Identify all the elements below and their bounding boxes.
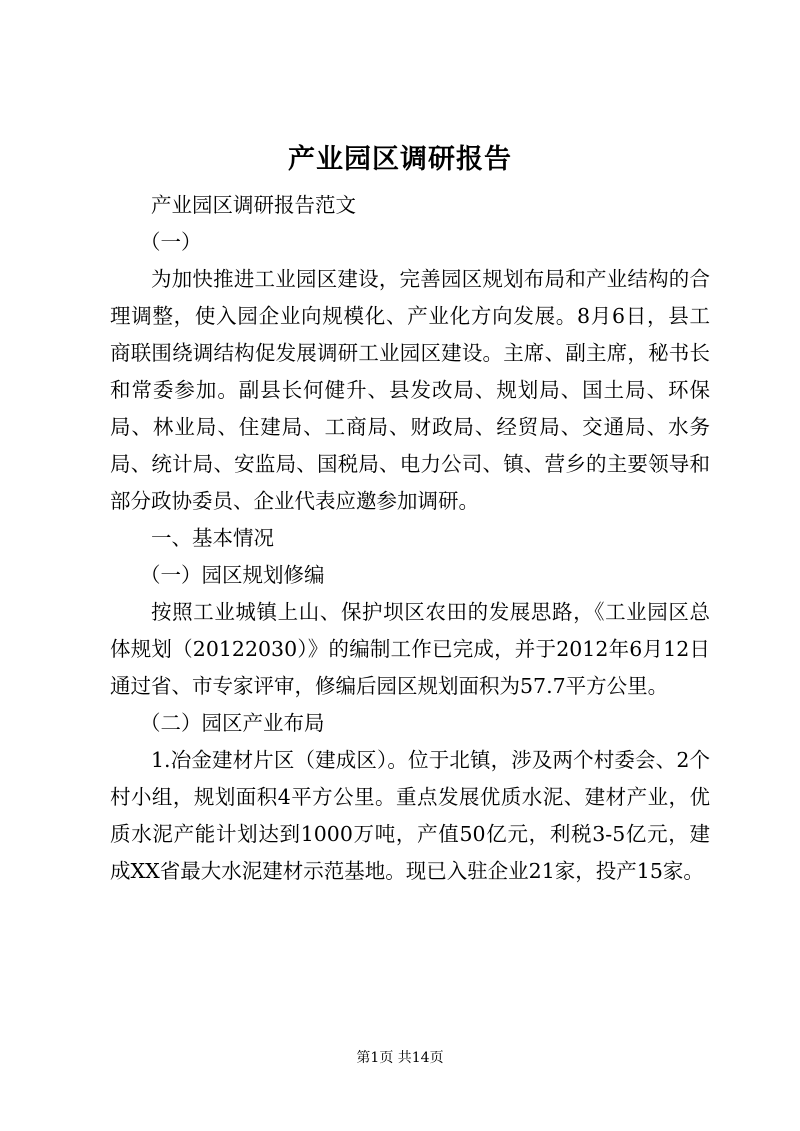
heading-park-planning: （一）园区规划修编	[140, 563, 325, 587]
paragraph-section-marker: （一）	[140, 230, 202, 254]
paragraph-intro: 为加快推进工业园区建设，完善园区规划布局和产业结构的合理调整，使入园企业向规模化、产业化方向发展。8月6日，县工商联围绕调结构促发展调研工业园区建设。主席、副主席，秘书长和常委参加。副县长何健升、县发改局、规划局、国土局、环保局、林业局、住建局、工商局、财政局、经贸局、交通局、水务局、统计局、安监局、国税局、电力公司、镇、营乡的主要领导和部分政协委员、企业代表应邀参加调研。	[110, 267, 710, 513]
paragraph-industry-layout: 1.冶金建材片区（建成区）。位于北镇，涉及两个村委会、2个村小组，规划面积4平方公里。重点发展优质水泥、建材产业，优质水泥产能计划达到1000万吨，产值50亿元，利税3-5亿元，建成XX省最大水泥建材示范基地。现已入驻企业21家，投产15家。	[110, 748, 710, 883]
document-title: 产业园区调研报告	[288, 144, 512, 175]
document-body	[110, 187, 710, 890]
heading-basic-situation: 一、基本情况	[151, 526, 274, 550]
paragraph-subtitle: 产业园区调研报告范文	[151, 193, 356, 217]
heading-industry-layout: （二）园区产业布局	[140, 711, 325, 735]
page-footer: 第1页 共14页	[356, 1050, 444, 1066]
paragraph-park-planning: 按照工业城镇上山、保护坝区农田的发展思路，《工业园区总体规划（20122030）》的编制工作已完成，并于2012年6月12日通过省、市专家评审，修编后园区规划面积为57.7平方公里。	[110, 600, 710, 698]
